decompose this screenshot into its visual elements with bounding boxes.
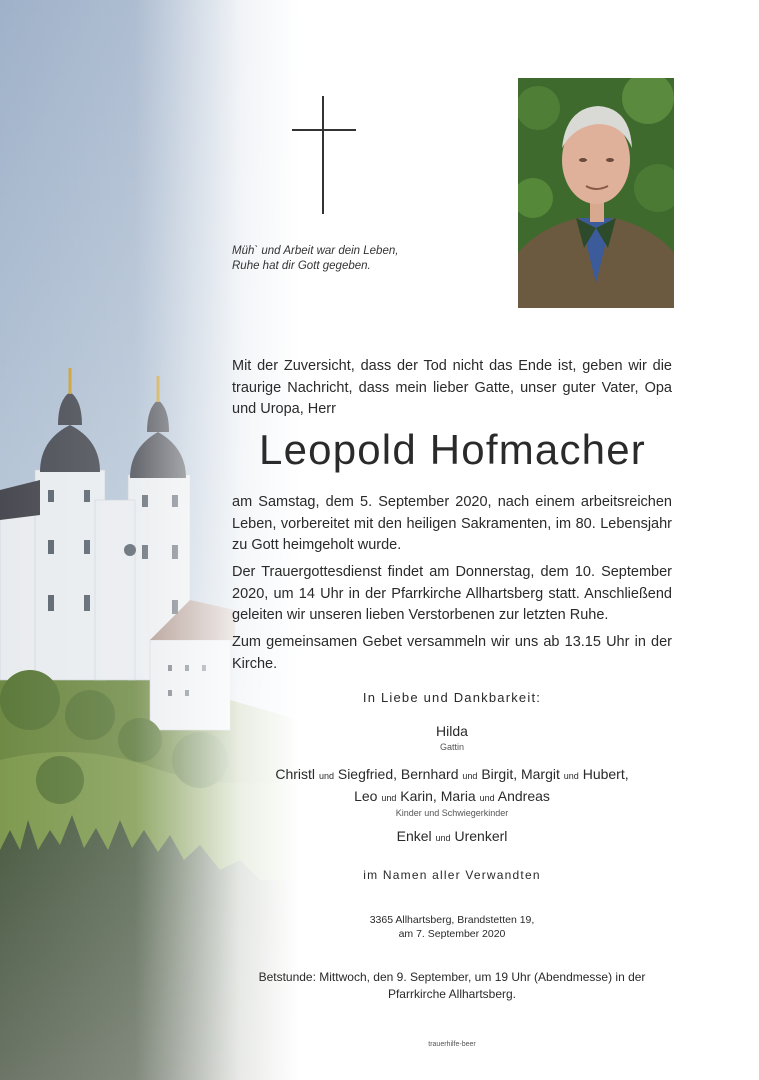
conjunction: und bbox=[381, 793, 397, 803]
child-name: Siegfried, Bernhard bbox=[337, 766, 459, 782]
child-name: Hubert, bbox=[582, 766, 629, 782]
conjunction: und bbox=[479, 793, 495, 803]
portrait-photo bbox=[518, 78, 674, 308]
prayer-line-1: Betstunde: Mittwoch, den 9. September, um 19 Uhr (Abendmesse) in der bbox=[258, 970, 646, 984]
child-name: Karin, Maria bbox=[400, 788, 476, 804]
paragraph-funeral: Der Trauergottesdienst findet am Donnerstag, dem 10. September 2020, um 14 Uhr in der Pfarrkirche Allhartsberg statt. Anschließend geleiten wir unseren lieben Verstorbenen zur letzten Ruhe. bbox=[232, 564, 672, 623]
children-relation: Kinder und Schwiegerkinder bbox=[395, 808, 509, 818]
poem-line-1: Müh` und Arbeit war dein Leben, bbox=[232, 245, 399, 257]
wife-name: Hilda bbox=[436, 723, 468, 739]
child-name: Leo bbox=[354, 788, 378, 804]
footer-credit: trauerhilfe-beer bbox=[428, 1041, 476, 1048]
conjunction: und bbox=[318, 771, 334, 781]
conjunction: und bbox=[563, 771, 579, 781]
children-line-2 bbox=[232, 788, 672, 804]
great-grandchildren: Urenkerl bbox=[454, 828, 508, 844]
conjunction: und bbox=[435, 833, 451, 843]
relatives-line: im Namen aller Verwandten bbox=[363, 868, 541, 882]
thanks-heading: In Liebe und Dankbarkeit: bbox=[362, 690, 542, 705]
children-line-1 bbox=[192, 766, 712, 782]
conjunction: und bbox=[462, 771, 478, 781]
wife-relation: Gattin bbox=[439, 742, 464, 752]
paragraph-death: am Samstag, dem 5. September 2020, nach einem arbeitsreichen Leben, vorbereitet mit den heiligen Sakramenten, im 80. Lebensjahr zu Gott heimgeholt wurde. bbox=[232, 494, 672, 553]
paragraph-prayer: Zum gemeinsamen Gebet versammeln wir uns ab 13.15 Uhr in der Kirche. bbox=[232, 634, 672, 672]
address-line-2: am 7. September 2020 bbox=[398, 928, 506, 940]
poem-line-2: Ruhe hat dir Gott gegeben. bbox=[232, 260, 371, 272]
grandchildren-line bbox=[232, 828, 672, 844]
prayer-line-2: Pfarrkirche Allhartsberg. bbox=[387, 987, 517, 1001]
child-name: Christl bbox=[275, 766, 316, 782]
poem bbox=[232, 244, 492, 274]
deceased-name: Leopold Hofmacher bbox=[259, 426, 646, 473]
cross-icon bbox=[292, 96, 356, 214]
grandchildren: Enkel bbox=[396, 828, 432, 844]
child-name: Birgit, Margit bbox=[481, 766, 560, 782]
intro-text: Mit der Zuversicht, dass der Tod nicht das Ende ist, geben wir die traurige Nachricht, dass mein lieber Gatte, unser guter Vater, Opa und Uropa, Herr bbox=[232, 358, 672, 417]
address-line-1: 3365 Allhartsberg, Brandstetten 19, bbox=[369, 914, 535, 926]
child-name: Andreas bbox=[497, 788, 550, 804]
